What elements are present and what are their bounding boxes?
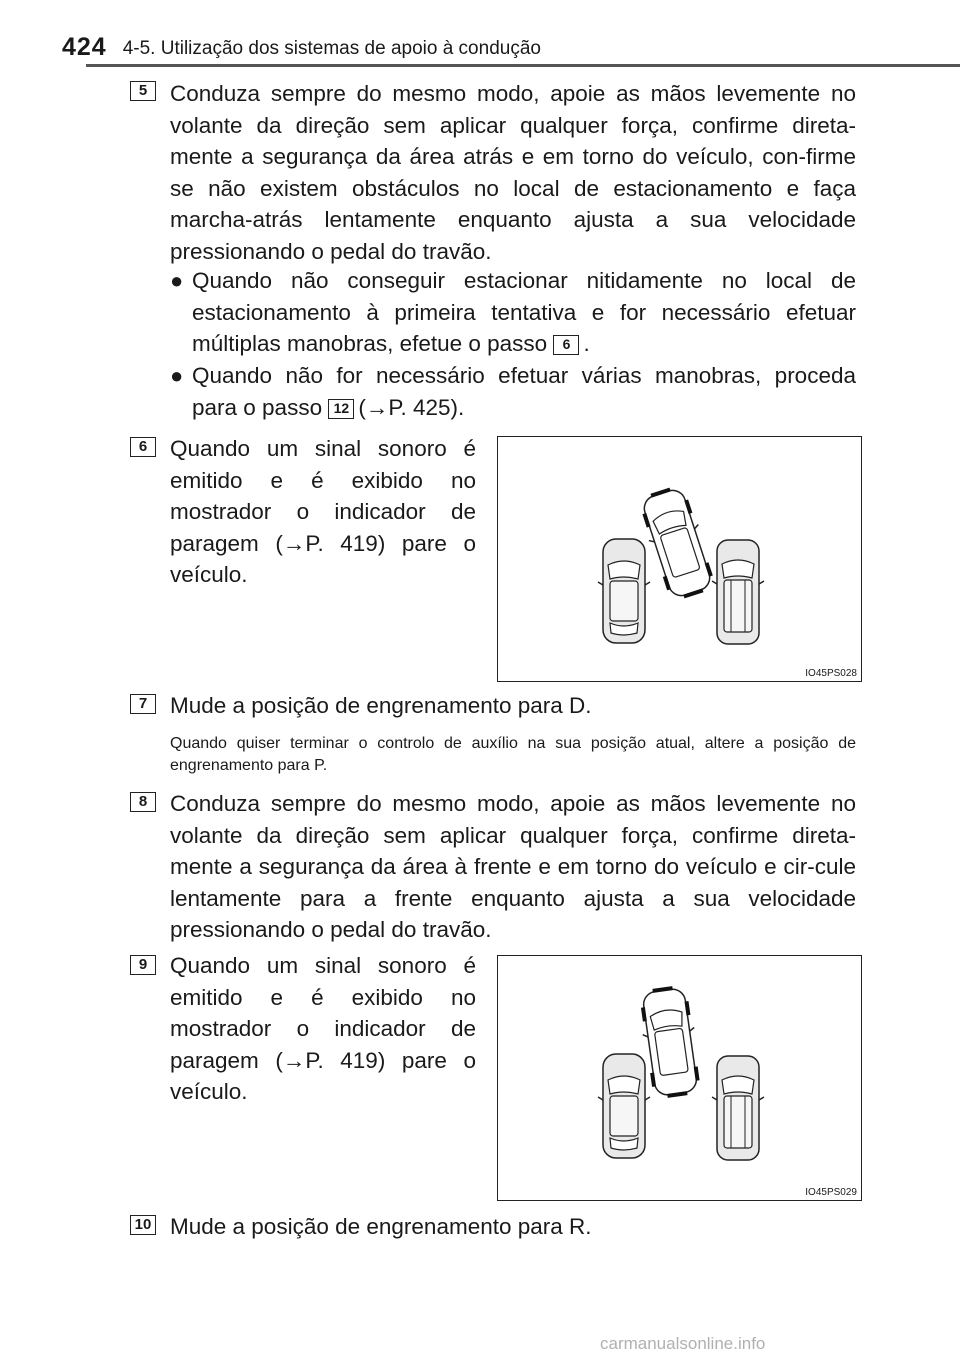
ref-badge-6: 6	[553, 335, 579, 355]
step-5-bullet-2	[170, 360, 856, 423]
step-5-text: Conduza sempre do mesmo modo, apoie as mãos levemente no volante da direção sem aplicar qualquer força, confirme direta-mente a segurança da área atrás e em torno do veículo, con-firme se não existem obstáculos no local de estacionamento e faça marcha-atrás lentamente enquanto ajusta a sua velocidade pressionando o pedal do travão.	[170, 81, 856, 264]
step-badge-8: 8	[130, 792, 156, 812]
bullet-dot-icon: ●	[170, 363, 184, 388]
step-9-text: Quando um sinal sonoro é emitido e é exibido no mostrador o indicador de paragem (→P. 419) pare o veículo.	[170, 953, 476, 1104]
parking-illustration-2	[498, 956, 863, 1202]
step-badge-5: 5	[130, 81, 156, 101]
figure-code: IO45PS028	[805, 668, 857, 679]
bullet-1-after: .	[583, 331, 590, 356]
watermark: carmanualsonline.info	[600, 1334, 766, 1353]
step-10-text: Mude a posição de engrenamento para R.	[170, 1214, 592, 1239]
figure-parking-reverse	[497, 436, 862, 682]
step-badge-7: 7	[130, 694, 156, 714]
figure-code: IO45PS029	[805, 1187, 857, 1198]
bullet-2-after: (→P. 425).	[358, 394, 465, 420]
header-rule	[86, 64, 960, 67]
step-badge-6: 6	[130, 437, 156, 457]
page-number: 424	[62, 33, 107, 61]
figure-parking-forward	[497, 955, 862, 1201]
step-badge-10: 10	[130, 1215, 156, 1235]
step-badge-9: 9	[130, 955, 156, 975]
step-5-bullet-1	[170, 265, 856, 360]
bullet-1-text: Quando não conseguir estacionar nitidamente no local de estacionamento à primeira tentativa e for necessário efetuar múltiplas manobras, efetue o passo	[192, 268, 856, 356]
ref-badge-12: 12	[328, 399, 354, 419]
step-7-note: Quando quiser terminar o controlo de auxílio na sua posição atual, altere a posição de engrenamento para P.	[170, 735, 856, 774]
section-title: 4-5. Utilização dos sistemas de apoio à condução	[122, 38, 541, 59]
parking-illustration-1	[498, 437, 863, 683]
page-header	[62, 26, 541, 62]
bullet-dot-icon: ●	[170, 268, 184, 293]
step-7-text: Mude a posição de engrenamento para D.	[170, 693, 592, 718]
step-8-text: Conduza sempre do mesmo modo, apoie as mãos levemente no volante da direção sem aplicar qualquer força, confirme direta-mente a segurança da área à frente e em torno do veículo e cir-cule lentamente para a frente enquanto ajusta a sua velocidade pressionando o pedal do travão.	[170, 791, 856, 942]
step-6-text: Quando um sinal sonoro é emitido e é exibido no mostrador o indicador de paragem (→P. 419) pare o veículo.	[170, 436, 476, 587]
bullet-2-text: Quando não for necessário efetuar várias manobras, proceda para o passo	[192, 363, 856, 420]
